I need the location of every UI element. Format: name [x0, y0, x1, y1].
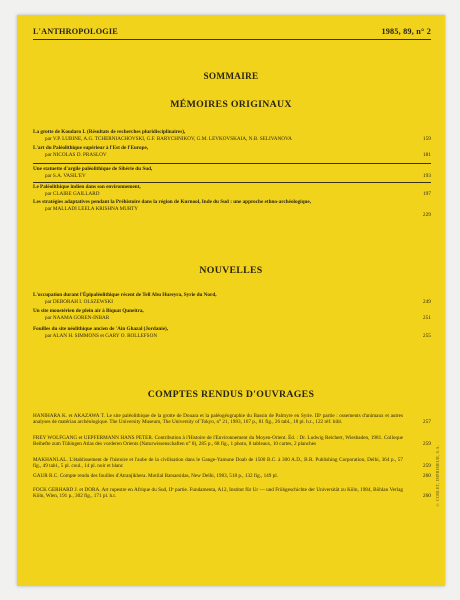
entry-authors: par S.A. VASIL'EV: [45, 172, 86, 179]
toc-entry: [33, 145, 431, 158]
toc-entry: [33, 184, 431, 197]
review-text: MAKHANLAL. L'établissement de l'histoire et l'aube de la civilisation dans le Gange-Yamune Doab de 1500 B.C. à 300 A.D., B.R. Publishing Corporation, Delhi, 364 p., 57 fig., 49 tabl., 5 pl. coul., 14 pl. noir et blanc: [33, 457, 403, 470]
entry-divider: [33, 182, 431, 183]
entry-authors: par V.P. LUBINE, A.G. TCHERNIACHOVSKI, G.F. BARYCHNIKOV, G.M. LEVKOVSKAIA, N.B. SELIVANOVA: [45, 135, 292, 142]
entry-page: 193: [422, 172, 431, 179]
review-text: HANIHARA K. et AKAZAWA T. Le site paléolithique de la grotte de Douara et la paléogéographie du Bassin de Palmyre en Syrie. IIIᵉ partie : ossements d'animaux et autres analyses de matériau archéologique. The University Museum, The University of Tokyo, n° 21, 1983, 167 p., 81 fig., 26 tabl., 18 pl. h.t., 122 réf. bibl.: [33, 413, 403, 426]
review-text: FREY WOLFGANG et UEPFERMANN HANS PETER. Contribution à l'Histoire de l'Environnement du Moyen-Orient. Éd. : Dr. Ludwig Reichert, Wiesbaden, 1981. Colloque Beihefte zum Tübingen Atlas des vorderen Orients (Naturwissenschaften n° 8), 285 p., 68 fig., 1 photo, 8 tableaux, 10 cartes, 2 planches: [33, 435, 403, 448]
toc-entry: [33, 292, 431, 305]
issue-info: 1985, 89, n° 2: [381, 27, 431, 36]
toc-entry: [33, 326, 431, 339]
entry-title: Fouilles du site néolithique ancien de 'Ain Ghazal (Jordanie),: [33, 326, 169, 332]
entry-page: 249: [422, 298, 431, 305]
entry-authors: par DEBORAH I. OLSZEWSKI: [45, 298, 114, 305]
review-entry: [33, 413, 431, 425]
journal-name: L'ANTHROPOLOGIE: [33, 27, 118, 36]
nouvelles-heading: NOUVELLES: [199, 265, 263, 276]
entry-page: 255: [422, 332, 431, 339]
review-entry: [33, 457, 431, 469]
entry-authors: par ALAN H. SIMMONS et GARY O. ROLLEFSON: [45, 332, 158, 339]
entry-page: 229: [422, 212, 431, 219]
review-page: 260: [422, 493, 431, 500]
toc-entry: [33, 308, 431, 321]
journal-cover: [17, 15, 445, 586]
header-rule: [33, 39, 431, 40]
comptes-heading: COMPTES RENDUS D'OUVRAGES: [147, 389, 315, 400]
review-page: 257: [422, 419, 431, 426]
entry-authors: par MALLADI LEELA KRISHNA MURTY: [45, 205, 139, 212]
entry-divider: [33, 163, 431, 164]
entry-authors: par CLAIRE GAILLARD: [45, 190, 100, 197]
review-entry: [33, 487, 431, 499]
entry-page: 251: [422, 314, 431, 321]
entry-page: 181: [422, 151, 431, 158]
entry-page: 197: [422, 190, 431, 197]
memoires-heading: MÉMOIRES ORIGINAUX: [170, 99, 292, 110]
entry-title: Un site moustérien de plein air à Biquat Quneitra,: [33, 308, 144, 314]
review-page: 260: [422, 473, 431, 479]
entry-page: 159: [422, 135, 431, 142]
printer-credit: © CORLET, IMPRIMEUR, S.A.: [435, 445, 440, 508]
entry-title: Le Paléolithique indien dans son environnement,: [33, 184, 141, 190]
sommaire-heading: SOMMAIRE: [203, 71, 259, 81]
entry-authors: par NICOLAS D. PRASLOV: [45, 151, 107, 158]
review-entry: [33, 435, 431, 447]
toc-entry: [33, 199, 431, 219]
entry-title: L'art du Paléolithique supérieur à l'Est de l'Europe,: [33, 145, 149, 151]
review-text: GAUR R.C. Compte rendu des fouilles d'Atranjikhera. Motilal Barsarsidas, New Delhi, 1983, 518 p., 132 fig., 149 pl.: [33, 473, 279, 479]
review-entry: [33, 473, 431, 479]
toc-entry: [33, 129, 431, 142]
toc-entry: [33, 166, 431, 179]
review-page: 259: [422, 463, 431, 470]
entry-authors: par NAAMA GOREN-INBAR: [45, 314, 110, 321]
entry-title: Une statuette d'argile paléolithique de Sibérie du Sud,: [33, 166, 153, 172]
review-page: 259: [422, 441, 431, 448]
review-text: FOCK GERHARD J. et DORA. Art rupestre en Afrique du Sud, IIᵉ partie. Fundamenta, A12, Institut für Ur — und Frühgeschichte der Universität zu Köln, 1984, Böhlan Verlag Köln, Wien, 191 p., 302 fig., 171 pl. h.t.: [33, 487, 403, 500]
entry-title: L'occupation durant l'Épipaléolithique récent de Tell Abu Hureyra, Syrie du Nord,: [33, 292, 217, 298]
entry-title: Les stratégies adaptatives pendant la Préhistoire dans la région de Kurnool, Inde du Sud : une approche ethno-archéologique,: [33, 199, 311, 205]
entry-title: La grotte de Koudaro I. (Résultats de recherches pluridisciplinaires),: [33, 129, 186, 135]
